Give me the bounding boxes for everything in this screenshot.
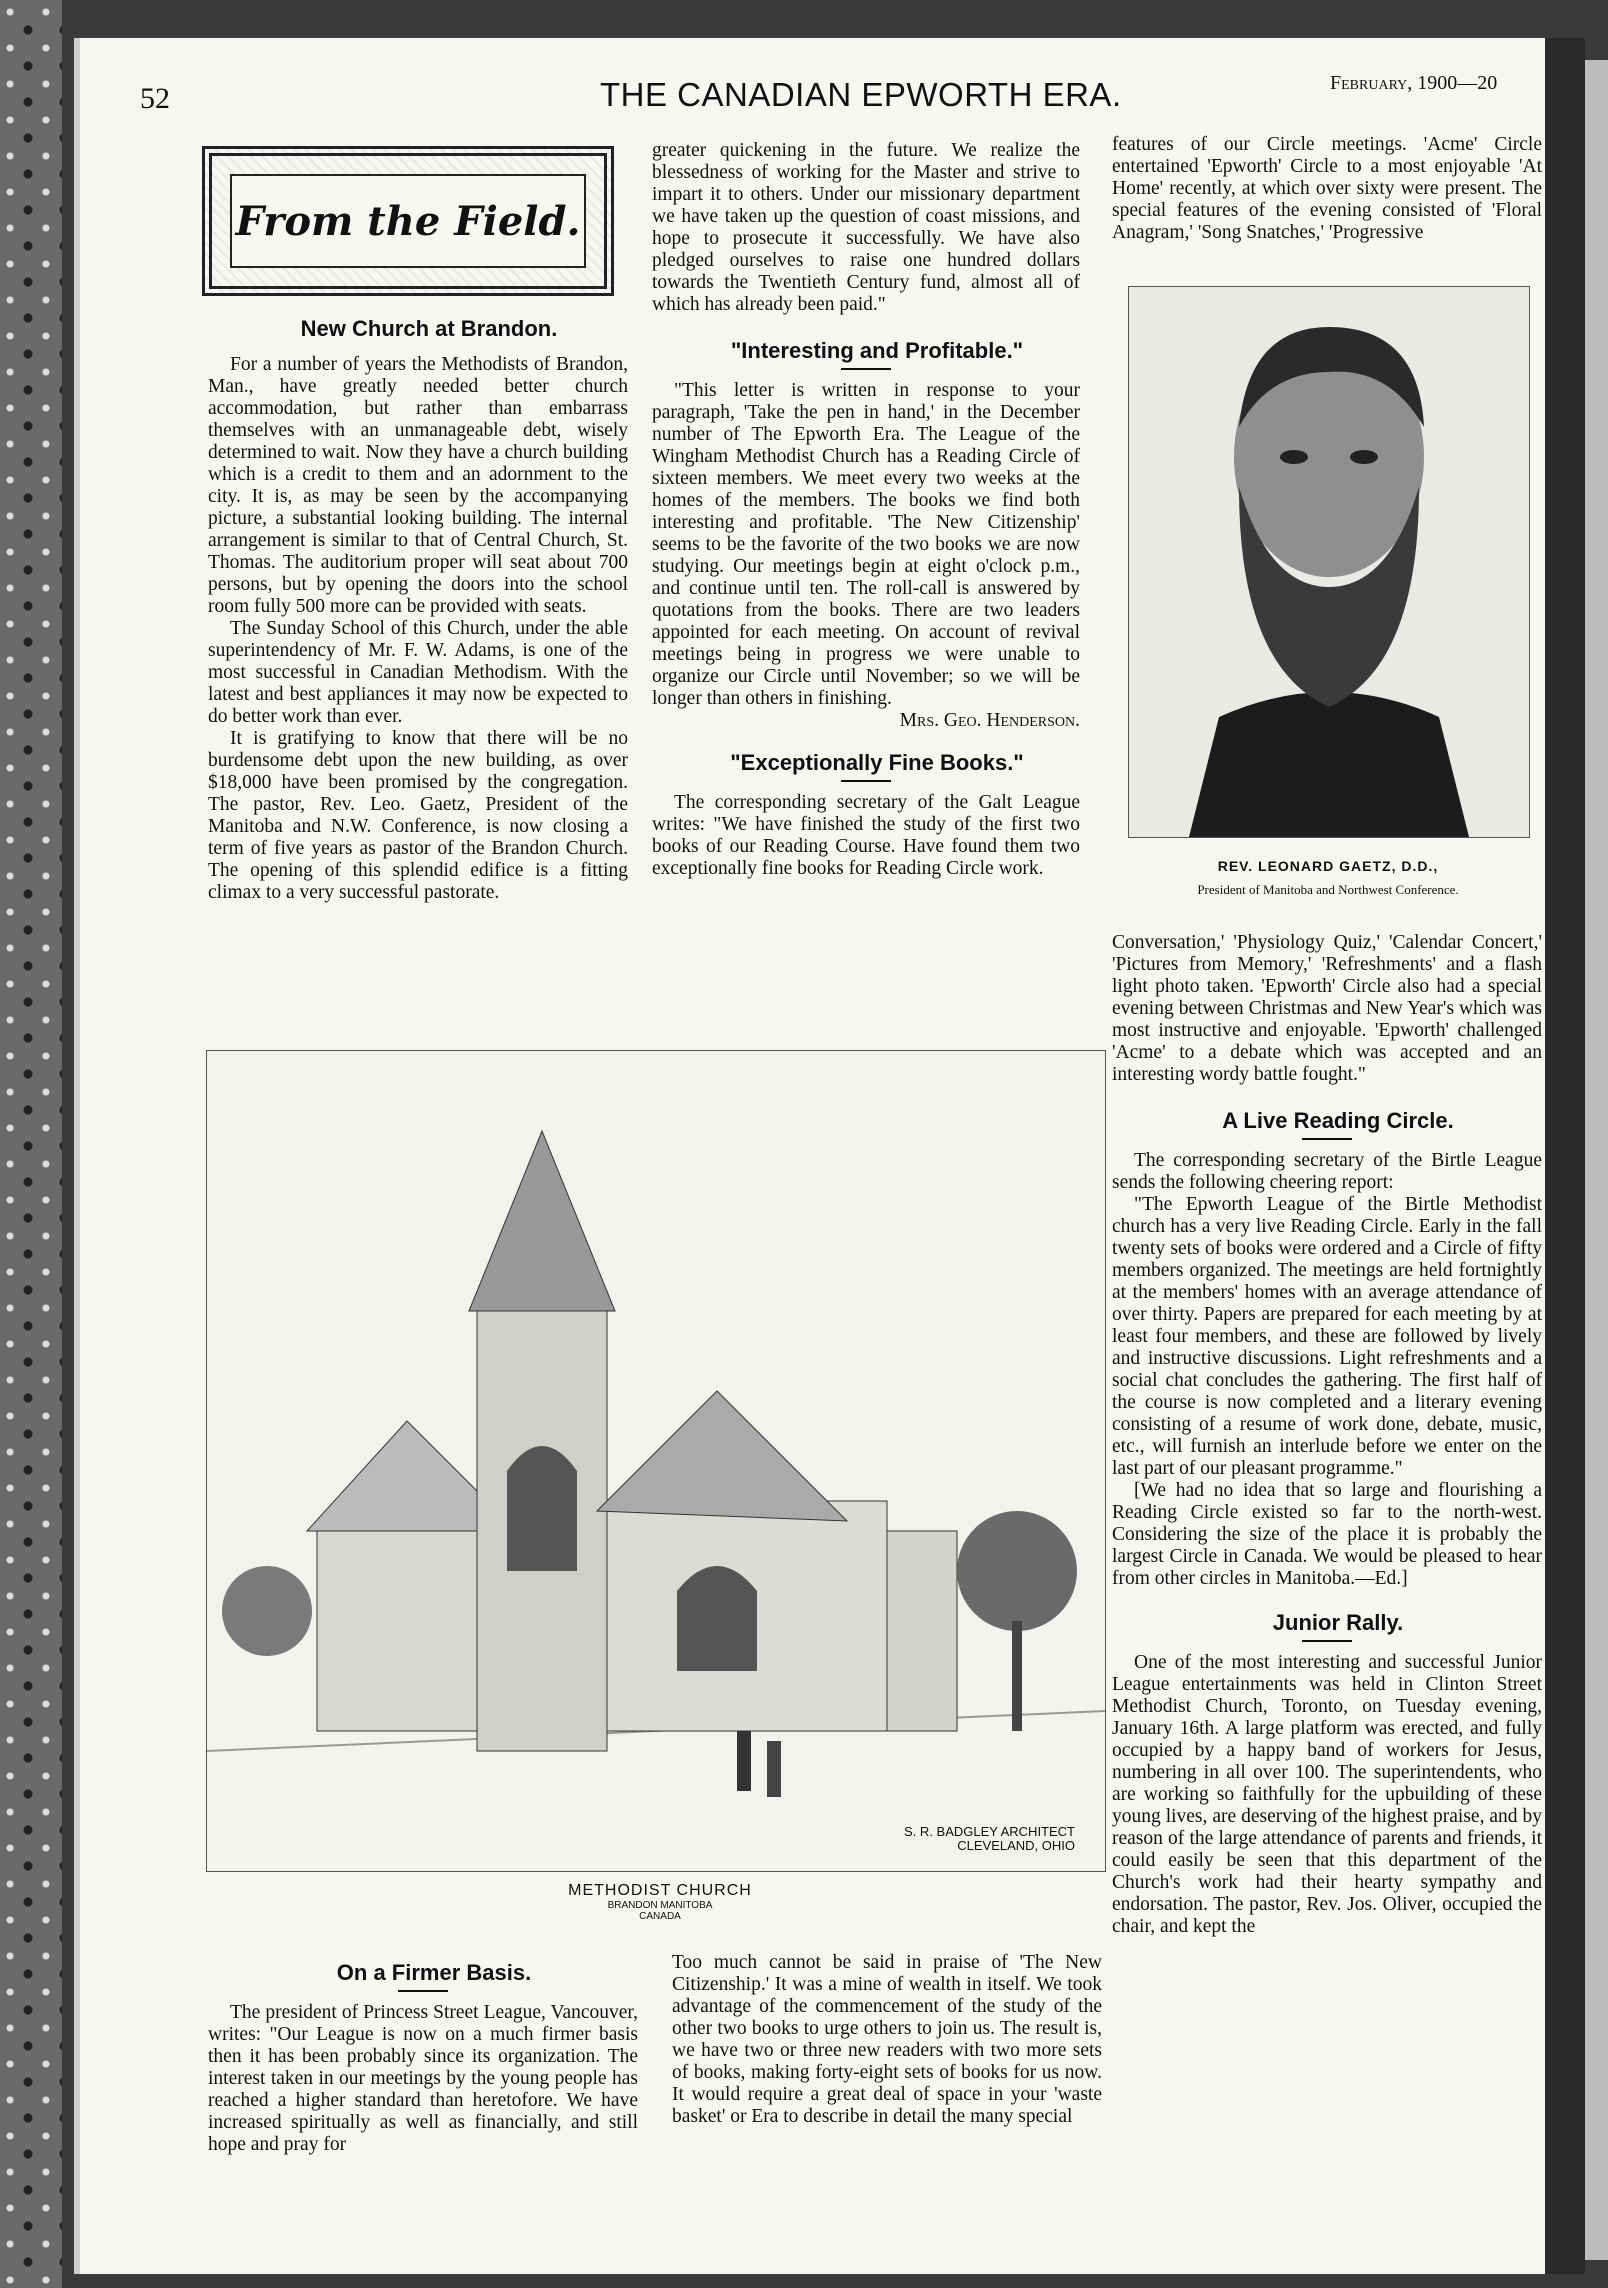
- paragraph: The corresponding secretary of the Birtle League sends the following cheering report:: [1112, 1150, 1542, 1193]
- book-gutter: [1545, 38, 1585, 2274]
- journal-title: THE CANADIAN EPWORTH ERA.: [600, 76, 1122, 113]
- divider: [1302, 1138, 1352, 1140]
- heading-junior: Junior Rally.: [1272, 1610, 1404, 1635]
- article-firmer: [208, 1962, 638, 2156]
- page-number: 52: [140, 82, 170, 115]
- church-illustration: [206, 1050, 1106, 1872]
- article-col3-top: [1112, 134, 1542, 244]
- paragraph: "The Epworth League of the Birtle Methodist church has a very live Reading Circle. Early in the fall twenty sets of books were ordered and a Circle of fifty members organized. The meetings are held fortnightly at the members' homes with an average attendance of over thirty. Papers are prepared for each meeting by at least four members, and these are followed by lively and instructive discussions. Light refreshments and a social chat concludes the gathering. The first half of the course is now completed and a literary evening consisting of a resume of work done, debate, music, etc., will furnish an interlude before we enter on the last part of our pleasant programme.": [1112, 1194, 1542, 1479]
- paragraph: The Sunday School of this Church, under the able superintendency of Mr. F. W. Adams, is one of the most successful in Canadian Methodism. With the latest and best appliances it may now be expected to do better work than ever.: [208, 618, 628, 727]
- section-ornament-box: [202, 146, 614, 296]
- article-col2: [652, 140, 1080, 880]
- portrait-caption: REV. LEONARD GAETZ, D.D.,: [1217, 858, 1439, 874]
- signature: Mrs. Geo. Henderson.: [899, 710, 1080, 731]
- issue-date: February, 1900—20: [1330, 72, 1498, 94]
- paragraph: It is gratifying to know that there will be no burdensome debt upon the new building, as over $18,000 have been promised by the congregation. The pastor, Rev. Leo. Gaetz, President of the Manitoba and N.W. Conference, is now closing a term of five years as pastor of the Brandon Church. The opening of this splendid edifice is a fitting climax to a very successful pastorate.: [208, 728, 628, 903]
- section-title: From the Field.: [230, 174, 586, 268]
- architect-name: S. R. BADGLEY ARCHITECT: [904, 1824, 1075, 1839]
- next-page-edge: [1585, 60, 1608, 2260]
- church-caption-title: METHODIST CHURCH: [568, 1882, 752, 1899]
- left-margin-ornament: [0, 0, 62, 2288]
- portrait-subcaption: President of Manitoba and Northwest Conference.: [1197, 882, 1459, 897]
- heading-brandon: New Church at Brandon.: [300, 316, 558, 341]
- portrait-illustration: [1129, 287, 1529, 837]
- paragraph: greater quickening in the future. We realize the blessedness of working for the Master and strive to impart it to others. Under our missionary department we have taken up the question of coast missions, and hope to prosecute it successfully. We have also pledged ourselves to raise one hundred dollars towards the Twentieth Century fund, almost all of which has already been paid.": [652, 140, 1080, 315]
- divider: [841, 368, 891, 370]
- portrait-caption-block: [1128, 858, 1528, 898]
- paragraph: Too much cannot be said in praise of 'The New Citizenship.' It was a mine of wealth in itself. We took advantage of the commencement of the study of the other two books to urge others to join us. The result is, we have two or three new readers with two more sets of books, making forty-eight sets of books for us now. It would require a great deal of space in your 'waste basket' or Era to describe in detail the many special: [672, 1952, 1102, 2127]
- paragraph: The corresponding secretary of the Galt League writes: "We have finished the study of the first two books of our Reading Course. Have found them two exceptionally fine books for Reading Circle work.: [652, 792, 1080, 879]
- divider: [841, 780, 891, 782]
- divider: [1302, 1640, 1352, 1642]
- heading-interesting: "Interesting and Profitable.": [730, 338, 1024, 363]
- heading-live-circle: A Live Reading Circle.: [1222, 1108, 1454, 1133]
- heading-firmer: On a Firmer Basis.: [336, 1960, 532, 1985]
- church-drawing: [207, 1051, 1105, 1871]
- divider: [398, 1990, 448, 1992]
- paragraph: One of the most interesting and successful Junior League entertainments was held in Clinton Street Methodist Church, Toronto, on Tuesday evening, January 16th. A large platform was erected, and fully occupied by a happy band of workers for Jesus, numbering in all over 100. The superintendents, who are working so faithfully for the upbuilding of these young lives, are deserving of the highest praise, and by reason of the large attendance of parents and friends, it could easily be seen that this department of the Church's work had their hearty sympathy and endorsation. The pastor, Rev. Jos. Oliver, occupied the chair, and kept the: [1112, 1652, 1542, 1937]
- paragraph: [We had no idea that so large and flourishing a Reading Circle existed so far to the north-west. Considering the size of the place it is probably the largest Circle in Canada. We would be pleased to hear from other circles in Manitoba.—Ed.]: [1112, 1480, 1542, 1589]
- article-col3-mid: [1112, 932, 1542, 1938]
- church-caption: [560, 1882, 760, 1922]
- paragraph: For a number of years the Methodists of Brandon, Man., have greatly needed better church accommodation, but rather than embarrass themselves with an unmanageable debt, wisely determined to wait. Now they have a church building which is a credit to them and an adornment to the city. It is, as may be seen by the accompanying picture, a substantial looking building. The internal arrangement is similar to that of Central Church, St. Thomas. The auditorium proper will seat about 700 persons, but by opening the doors into the school room fully 500 more can be provided with seats.: [208, 354, 628, 617]
- church-caption-place: BRANDON MANITOBA: [607, 1900, 713, 1911]
- article-brandon: [208, 318, 628, 904]
- article-col2-bottom: [672, 1952, 1102, 2128]
- architect-city: CLEVELAND, OHIO: [957, 1838, 1075, 1853]
- paragraph: "This letter is written in response to your paragraph, 'Take the pen in hand,' in the December number of The Epworth Era. The League of the Wingham Methodist Church has a Reading Circle of sixteen members. We meet every two weeks at the homes of the members. The books we find both interesting and profitable. 'The New Citizenship' seems to be the favorite of the two books we are now studying. Our meetings begin at eight o'clock p.m., and continue until ten. The roll-call is answered by quotations from the books. There are two leaders appointed for each meeting. On account of revival meetings being in progress we were unable to organize our Circle until November; so we will be longer than others in finishing.: [652, 380, 1080, 709]
- portrait-image: [1128, 286, 1530, 838]
- paragraph: The president of Princess Street League, Vancouver, writes: "Our League is now on a much firmer basis then it has been probably since its organization. The interest taken in our meetings by the young people has reached a higher standard than heretofore. We have increased spiritually as well as financially, and still hope and pray for: [208, 2002, 638, 2155]
- architect-credit: [904, 1825, 1075, 1853]
- heading-fine-books: "Exceptionally Fine Books.": [730, 750, 1024, 775]
- paragraph: features of our Circle meetings. 'Acme' Circle entertained 'Epworth' Circle to a most enjoyable 'At Home' recently, at which over sixty were present. The special features of the evening consisted of 'Floral Anagram,' 'Song Snatches,' 'Progressive: [1112, 134, 1542, 243]
- church-caption-country: CANADA: [639, 1911, 681, 1922]
- paragraph: Conversation,' 'Physiology Quiz,' 'Calendar Concert,' 'Pictures from Memory,' 'Refreshments' and a flash light photo taken. 'Epworth' Circle also had a special evening between Christmas and New Year's which was most instructive and enjoyable. 'Epworth' challenged 'Acme' to a debate which was accepted and an interesting wordy battle fought.": [1112, 932, 1542, 1085]
